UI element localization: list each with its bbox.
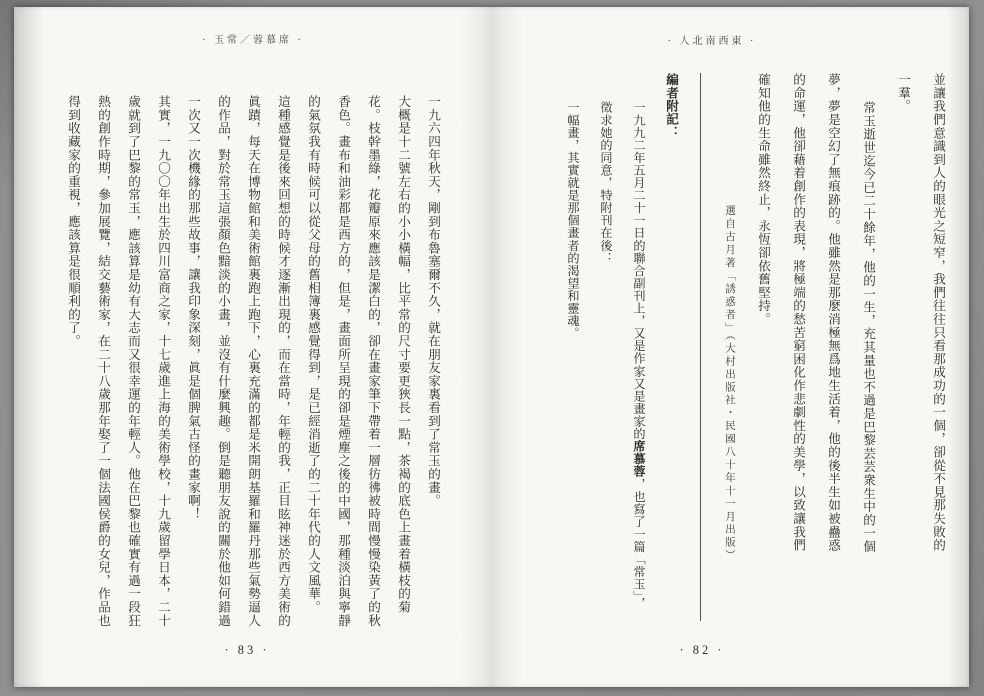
- text-column: 這種感覺是後來回想的時候才逐漸出現的，而在當時，年輕的我，正目眩神迷於西方美術的: [276, 95, 290, 627]
- note-text: ，也寫了一篇「常玉」，: [632, 477, 646, 610]
- text-column: 歲就到了巴黎的常玉，應該算是幼有大志而又很幸運的年輕人。他在巴黎也確實有過一段狂: [126, 95, 140, 627]
- text-column: 一幅畫，其實就是那個畫者的渴望和靈魂。: [566, 101, 580, 340]
- text-column: 其實，一九〇〇年出生於四川富商之家，十七歲進上海的美術學校，十九歲留學日本，二十: [156, 95, 170, 627]
- page-83: [14, 7, 492, 687]
- section-divider: [700, 73, 701, 621]
- text-column: 的作品，對於常玉這張顏色黯淡的小畫，並沒有什麼興趣。倒是聽朋友說的關於他如何錯過: [216, 95, 230, 627]
- text-column: [632, 73, 646, 629]
- book-pages: [14, 7, 969, 687]
- text-column: 熱的創作時期，參加展覽，結交藝術家，在二十八歲那年娶了一個法國侯爵的女兒，作品也: [96, 95, 110, 627]
- right-page-text: [547, 73, 945, 629]
- page-header: · 人北南西東 ·: [667, 36, 757, 47]
- text-column: 眞蹟，每天在博物館和美術館裏跑上跑下，心裏充滿的都是米開朗基羅和羅丹那些氣勢逼人: [246, 95, 260, 627]
- text-column: 花。枝幹墨綠，花瓣原來應該是潔白的，卻在畫家筆下帶着一層彷彿被時間慢慢染黃了的秋: [366, 95, 380, 627]
- author-name-bold: 席慕蓉: [632, 439, 646, 478]
- page-number: · 82 ·: [679, 643, 725, 657]
- citation-column: 選自古月著「誘惑者」（大村出版社・民國八十年十一月出版）: [724, 205, 735, 563]
- text-column: 大概是十二號左右的小小橫幅，比平常的尺寸要更狹長一點，茶褐的底色上畫着橫枝的菊: [396, 95, 410, 614]
- page-number: · 83 ·: [224, 643, 270, 657]
- text-column: 常玉逝世迄今已二十餘年，他的一生，充其量也不過是巴黎芸芸衆生中的一個: [861, 101, 875, 554]
- text-column: 夢，夢是空幻了無痕跡的。他雖然是那麼消極無爲地生活着，他的後半生如被蠱惑: [826, 73, 840, 552]
- left-page-text: [50, 95, 440, 640]
- text-column: 一九六四年秋天，剛到布魯塞爾不久，就在朋友家裏看到了常玉的畫。: [426, 95, 440, 508]
- text-column: 並讓我們意識到人的眼光之短窄，我們往往只看那成功的一個，卻從不見那失敗的: [931, 73, 945, 552]
- text-column: 得到收藏家的重視，應該算是很順利的了。: [66, 95, 80, 348]
- note-text: 一九九二年五月二十一日的聯合副刊上，又是作家又是畫家的: [632, 101, 646, 440]
- page-82: [492, 7, 969, 687]
- text-column: 徵求她的同意，特附刊在後：: [599, 101, 613, 265]
- text-column: 一次又一次機緣的那些故事，讓我印象深刻，眞是個脾氣古怪的畫家啊！: [186, 95, 200, 521]
- text-column: 的命運，他卻藉着創作的表現，將極端的愁苦窮困化作悲劇性的美學，以致讓我們: [791, 73, 805, 552]
- text-column: 確知他的生命雖然終止，永恆卻依舊堅持。: [756, 73, 770, 326]
- text-column: 香色。畫布和油彩都是西方的，但是，畫面所呈現的卻是煙塵之後的中國，那種淡泊與寧靜: [336, 95, 350, 627]
- text-column: 一羣。: [896, 73, 910, 113]
- editor-note-heading: 編者附記：: [664, 73, 678, 139]
- page-header: · 玉常／蓉慕席 ·: [202, 35, 304, 46]
- text-column: 的氣氛我有時候可以從父母的舊相簿裏感覺得到，是已經消逝了的二十年代的人文風華。: [306, 95, 320, 614]
